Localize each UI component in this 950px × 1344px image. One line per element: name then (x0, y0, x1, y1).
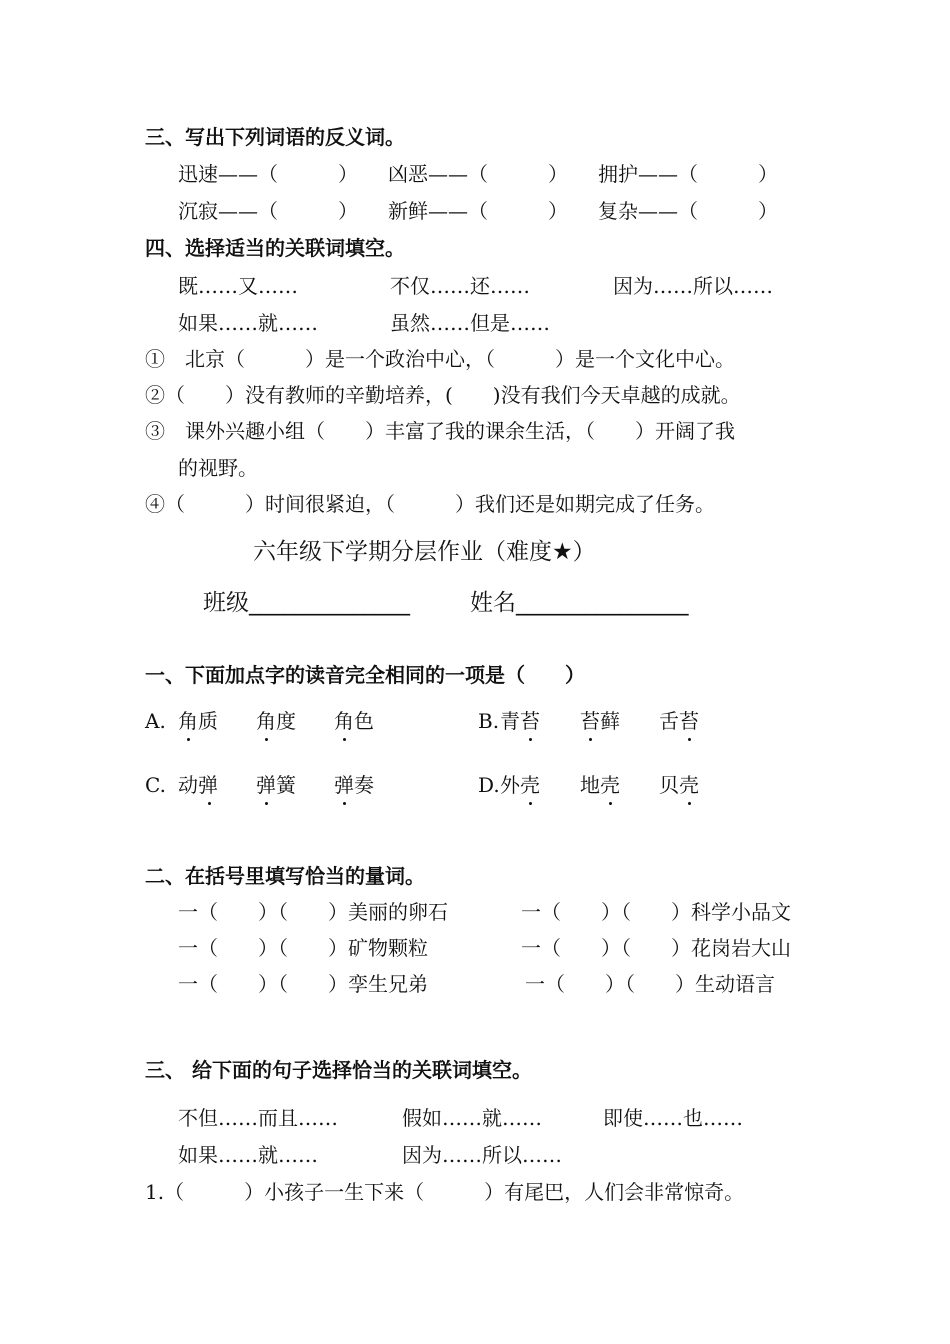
option-word: 角度 (256, 709, 296, 733)
conjunction-option: 因为……所以…… (613, 274, 773, 298)
option-word: 贝壳 (659, 773, 699, 797)
emphasis-dot (529, 802, 532, 805)
conjunction-question: ① 北京（ ）是一个政治中心，（ ）是一个文化中心。 (145, 347, 735, 371)
emphasis-dot (208, 802, 211, 805)
option-word: 舌苔 (659, 709, 699, 733)
conjunction-option: 如果……就…… (178, 1143, 318, 1167)
class-field: 班级______________ (203, 590, 410, 616)
option-word: 外壳 (500, 773, 540, 797)
emphasis-dot (187, 738, 190, 741)
option-word: 角质 (178, 709, 218, 733)
conjunction-option: 假如……就…… (402, 1106, 542, 1130)
question-heading-pronunciation: 一、下面加点字的读音完全相同的一项是（ ） (145, 663, 585, 687)
measure-word-item: 一（ ）（ ）美丽的卵石 (178, 900, 448, 924)
conjunction-question-continuation: 的视野。 (178, 456, 258, 480)
worksheet-title: 六年级下学期分层作业（难度★） (253, 539, 596, 565)
emphasis-dot (265, 802, 268, 805)
emphasis-dot (265, 738, 268, 741)
question-heading-measure-words: 二、在括号里填写恰当的量词。 (145, 864, 425, 888)
conjunction-option: 即使……也…… (603, 1106, 743, 1130)
measure-word-item: 一（ ）（ ）科学小品文 (521, 900, 791, 924)
option-word: 角色 (334, 709, 374, 733)
section-heading-conjunctions: 四、选择适当的关联词填空。 (145, 236, 405, 260)
measure-word-item: 一（ ）（ ）生动语言 (525, 972, 775, 996)
name-field: 姓名_______________ (470, 590, 689, 616)
antonym-item: 复杂——（ ） (598, 199, 778, 223)
option-word: 动弹 (178, 773, 218, 797)
antonym-item: 沉寂——（ ） (178, 199, 358, 223)
conjunction-option: 既……又…… (178, 274, 298, 298)
conjunction-option: 虽然……但是…… (390, 311, 550, 335)
measure-word-item: 一（ ）（ ）花岗岩大山 (521, 936, 791, 960)
option-word: 弹簧 (256, 773, 296, 797)
antonym-item: 凶恶——（ ） (388, 162, 568, 186)
option-letter: B. (478, 709, 500, 733)
emphasis-dot (688, 802, 691, 805)
question-heading-conjunctions: 三、 给下面的句子选择恰当的关联词填空。 (145, 1058, 532, 1082)
conjunction-question: 1.（ ）小孩子一生下来（ ）有尾巴，人们会非常惊奇。 (145, 1180, 745, 1204)
emphasis-dot (343, 738, 346, 741)
measure-word-item: 一（ ）（ ）矿物颗粒 (178, 936, 428, 960)
option-letter: C. (145, 773, 166, 797)
conjunction-question: ③ 课外兴趣小组（ ）丰富了我的课余生活，（ ）开阔了我 (145, 419, 735, 443)
option-word: 弹奏 (334, 773, 374, 797)
option-letter: A. (145, 709, 166, 733)
measure-word-item: 一（ ）（ ）孪生兄弟 (178, 972, 428, 996)
antonym-item: 迅速——（ ） (178, 162, 358, 186)
conjunction-option: 不仅……还…… (390, 274, 530, 298)
conjunction-question: ④（ ）时间很紧迫，（ ）我们还是如期完成了任务。 (145, 492, 715, 516)
emphasis-dot (589, 738, 592, 741)
conjunction-question: ②（ ）没有教师的辛勤培养，( )没有我们今天卓越的成就。 (145, 383, 741, 407)
option-letter: D. (478, 773, 500, 797)
option-word: 地壳 (580, 773, 620, 797)
emphasis-dot (609, 802, 612, 805)
option-word: 苔藓 (580, 709, 620, 733)
antonym-item: 新鲜——（ ） (388, 199, 568, 223)
emphasis-dot (529, 738, 532, 741)
emphasis-dot (688, 738, 691, 741)
emphasis-dot (343, 802, 346, 805)
conjunction-option: 如果……就…… (178, 311, 318, 335)
antonym-item: 拥护——（ ） (598, 162, 778, 186)
option-word: 青苔 (500, 709, 540, 733)
section-heading-antonyms: 三、写出下列词语的反义词。 (145, 125, 405, 149)
conjunction-option: 因为……所以…… (402, 1143, 562, 1167)
conjunction-option: 不但……而且…… (178, 1106, 338, 1130)
